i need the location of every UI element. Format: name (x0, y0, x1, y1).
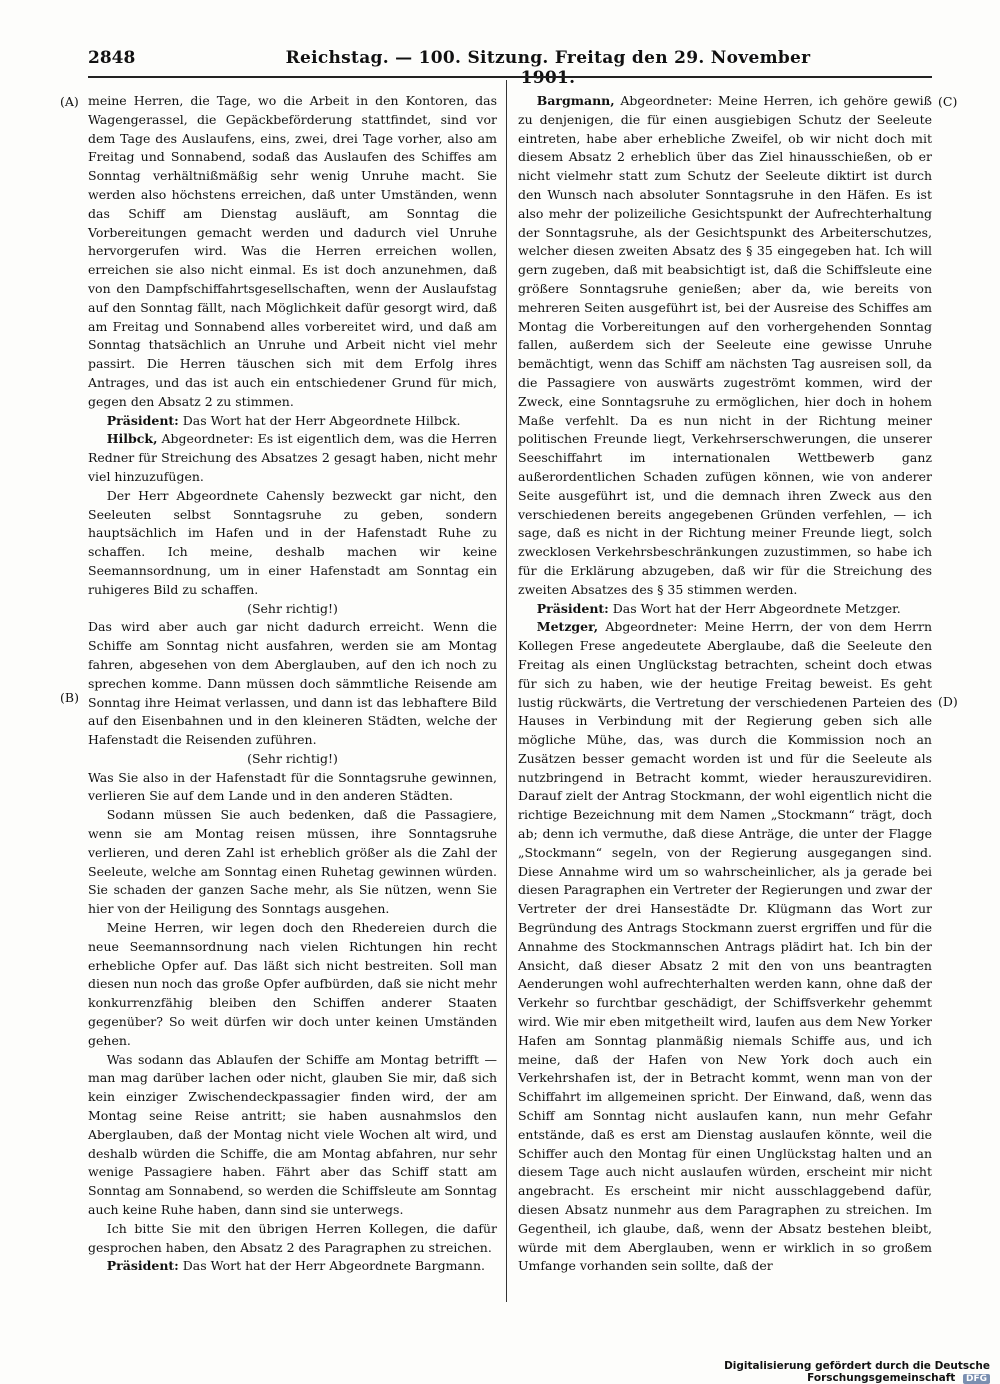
paragraph: Der Herr Abgeordnete Cahensly bezweckt gar nicht, den Seeleuten selbst Sonntagsruhe zu geben, sondern hauptsächlich im Hafen und in der Hafenstadt Ruhe zu schaffen. Ich meine, deshalb machen wir keine Seemannsordnung, um in einer Hafenstadt am Sonntag ein ruhigeres Bild zu schaffen. (88, 487, 497, 597)
speech-paragraph (518, 600, 932, 619)
paragraph: Ich bitte Sie mit den übrigen Herren Kollegen, die dafür gesprochen haben, den Absatz 2 des Paragraphen zu streichen. (88, 1220, 497, 1255)
margin-mark-c: (C) (938, 94, 958, 109)
speech-text: Das Wort hat der Herr Abgeordnete Hilbck. (178, 412, 461, 428)
speech-paragraph (518, 92, 932, 600)
page-header (88, 44, 932, 88)
running-title: Reichstag. — 100. Sitzung. Freitag den 29. November 1901. (285, 48, 811, 88)
page-number: 2848 (88, 48, 136, 68)
speech-paragraph (88, 430, 497, 486)
margin-mark-a: (A) (60, 94, 79, 109)
dfg-logo-icon: DFG (963, 1374, 990, 1384)
paragraph: meine Herren, die Tage, wo die Arbeit in den Kontoren, das Wagengerassel, die Gepäckbeförderung stattfindet, sind vor dem Tage des Auslaufens, eins, zwei, drei Tage vorher, also am Freitag und Sonnabend, sodaß das Auslaufen des Schiffes am Sonntag verhältnißmäßig sehr wenig Unruhe macht. Sie werden also höchstens erreichen, daß unter Umständen, wenn das Schiff am Dienstag ausläuft, am Sonntag die Vorbereitungen gemacht werden und dadurch viel Unruhe hervorgerufen wird. Was die Herren erreichen wollen, erreichen sie also nicht einmal. Es ist doch anzunehmen, daß von den Dampfschiffahrtsgesellschaften, wenn der Auslaufstag auf den Sonntag fällt, nach Möglichkeit dafür gesorgt wird, daß am Freitag und Sonnabend alles vorbereitet wird, und daß am Sonntag thatsächlich an Unruhe und Arbeit nicht viel mehr passirt. Die Herren täuschen sich mit dem Erfolg ihres Antrages, und das ist auch ein entschiedener Grund für mich, gegen den Absatz 2 zu stimmen. (88, 93, 497, 409)
right-column (518, 92, 932, 1276)
speaker-name: Metzger, (536, 619, 599, 635)
speech-text: Das Wort hat der Herr Abgeordnete Metzger. (608, 600, 901, 616)
speech-text: Abgeordneter: Meine Herrn, der von dem Herrn Kollegen Frese angedeutete Aberglaube, daß die Seeleute den Freitag als einen Unglückstag betrachten, scheint doch etwas für sich zu haben, wie der heutige Freitag beweist. Es geht lustig rückwärts, die Vertretung der verschiedenen Parteien des Hauses in Verbindung mit der Regierung geben sich alle mögliche Mühe, das, was durch die Kommission noch an Zusätzen besser gemacht worden ist und für die Seeleute als nutzbringend in Betracht kommt, wieder herauszurevidiren. Darauf zielt der Antrag Stockmann, der wohl eigentlich nicht die richtige Bezeichnung mit dem Namen „Stockmann“ trägt, doch ab; denn ich vermuthe, daß diese Anträge, die unter der Flagge „Stockmann“ segeln, von der Regierung ausgegangen sind. Diese Annahme wird um so wahrscheinlicher, als ja gerade bei diesen Paragraphen ein Vertreter der Regierungen und zwar der Vertreter der drei Hansestädte Dr. Klügmann das Wort zur Begründung des Antrags Stockmann zuerst ergriffen und für die Annahme des Stockmannschen Antrags plädirt hat. Ich bin der Ansicht, daß dieser Absatz 2 mit den von uns beantragten Aenderungen wohl aufrechterhalten werden kann, ohne daß der Verkehr so furchtbar geschädigt, der Schiffsverkehr gehemmt wird. Wie mir eben mitgetheilt wird, laufen aus dem New Yorker Hafen am Sonntag planmäßig niemals Schiffe aus, und ich meine, daß der Hafen von New York doch auch ein Verkehrshafen ist, der in Betracht kommt, wenn man von der Schiffahrt im allgemeinen spricht. Der Einwand, daß, wenn das Schiff am Sonntag nicht auslaufen kann, nun mehr Gefahr entstände, daß es erst am Dienstag auslaufen könnte, weil die Schiffer auch den Montag für einen Unglückstag halten und an diesem Tage auch nicht auslaufen würden, erscheint mir nicht angebracht. Es erscheint mir nicht ausschlaggebend dafür, diesen Absatz nunmehr aus dem Paragraphen zu streichen. Im Gegentheil, ich glaube, daß, wenn der Absatz bestehen bleibt, würde mit dem Aberglauben, wenn er wirklich in so großem Umfange vorhanden sein sollte, daß der (518, 619, 932, 1274)
interjection: (Sehr richtig!) (247, 600, 338, 616)
speaker-name: Präsident: (536, 600, 609, 616)
margin-mark-b: (B) (60, 690, 79, 705)
speech-paragraph (88, 1257, 497, 1276)
speech-text: Abgeordneter: Meine Herren, ich gehöre gewiß zu denjenigen, die für einen ausgiebigen Schutz der Seeleute eintreten, habe aber erhebliche Zweifel, ob wir nicht doch mit diesem Absatz 2 erheblich über das Ziel hinausschießen, ob er nicht vielmehr statt zum Schutz der Seeleute diktirt ist durch den Wunsch nach absoluter Sonntagsruhe in den Häfen. Es ist also mehr der polizeiliche Gesichtspunkt der Aufrechterhaltung der Sonntagsruhe, als der Gesichtspunkt des Arbeiterschutzes, welcher diesen zweiten Absatz des § 35 eingegeben hat. Ich will gern zugeben, daß mit beabsichtigt ist, daß die Schiffsleute eine größere Sonntagsruhe genießen; aber da, wie bereits von mehreren Seiten ausgeführt ist, bei der Ausreise des Schiffes am Montag die Vorbereitungen auf den vorhergehenden Sonntag fallen, außerdem sich der Seeleute eine gewisse Unruhe bemächtigt, wenn das Schiff am nächsten Tag ausreisen soll, da die Passagiere von auswärts zugeströmt kommen, wird der Zweck, eine Sonntagsruhe zu ermöglichen, hier doch in hohem Maße verfehlt. Da es nun nicht in der Richtung meiner politischen Freunde liegt, Verkehrserschwerungen, die unserer Seeschiffahrt im internationalen Wettbewerb ganz außerordentlichen Schaden zufügen können, wie von anderer Seite ausgeführt ist, und die demnach ihren Zweck aus den verschiedenen bereits angegebenen Gründen verfehlen, — ich sage, daß es nicht in der Richtung meiner Freunde liegt, solch zwecklosen Verkehrsbeschränkungen zuzustimmen, so habe ich für die Erklärung abzugeben, daß wir für die Streichung des zweiten Absatzes des § 35 stimmen werden. (518, 93, 932, 597)
speech-paragraph (88, 412, 497, 431)
header-rule (88, 76, 932, 78)
speaker-name: Präsident: (106, 412, 179, 428)
paragraph: Das wird aber auch gar nicht dadurch erreicht. Wenn die Schiffe am Sonntag nicht ausfahren, werden sie am Montag fahren, abgesehen von dem Aberglauben, auf den ich noch zu sprechen komme. Dann müssen doch sämmtliche Reisende am Sonntag ihre Heimat verlassen, und dann ist das lebhaftere Bild auf den Eisenbahnen und in den kleineren Städten, welche der Hafenstadt die Reisenden zuführen. (88, 619, 497, 748)
speech-paragraph (518, 618, 932, 1276)
digitization-credit (610, 1360, 990, 1384)
paragraph: Sodann müssen Sie auch bedenken, daß die Passagiere, wenn sie am Montag reisen müssen, ihre Sonntagsruhe verlieren, und deren Zahl ist erheblich größer als die Zahl der Seeleute, welche am Sonntag einen Ruhetag gewinnen würden. Sie schaden der ganzen Sache mehr, als Sie nützen, wenn Sie hier von der Heiligung des Sonntags ausgehen. (88, 807, 497, 917)
column-divider (506, 80, 507, 1302)
left-column (88, 92, 497, 1276)
speaker-name: Präsident: (106, 1258, 179, 1274)
paragraph: Meine Herren, wir legen doch den Rhedereien durch die neue Seemannsordnung nach vielen Richtungen hin recht erhebliche Opfer auf. Das läßt sich nicht bestreiten. Soll man diesen nun noch das große Opfer aufbürden, daß sie nicht mehr konkurrenzfähig bleiben den Schiffen anderer Staaten gegenüber? So weit dürfen wir doch unter keinen Umständen gehen. (88, 920, 497, 1048)
paragraph: Was sodann das Ablaufen der Schiffe am Montag betrifft — man mag darüber lachen oder nicht, glauben Sie mir, daß sich kein einziger Zwischendeckpassagier finden wird, der am Montag seine Reise antritt; sie haben ausnahmslos den Aberglauben, daß der Montag nicht viele Wochen alt wird, und deshalb würden die Schiffe, die am Montag abfahren, nur sehr wenige Passagiere haben. Fährt aber das Schiff statt am Sonntag am Sonnabend, so werden die Schiffsleute am Sonntag auch keine Ruhe haben, dann sind sie unterwegs. (88, 1051, 497, 1218)
speech-text: Das Wort hat der Herr Abgeordnete Bargmann. (178, 1258, 485, 1274)
credit-text: Digitalisierung gefördert durch die Deutsche Forschungsgemeinschaft (724, 1360, 990, 1384)
margin-mark-d: (D) (938, 694, 958, 709)
speaker-name: Hilbck, (106, 431, 158, 447)
paragraph: Was Sie also in der Hafenstadt für die Sonntagsruhe gewinnen, verlieren Sie auf dem Lande und in den anderen Städten. (88, 769, 497, 804)
speaker-name: Bargmann, (536, 93, 615, 108)
interjection: (Sehr richtig!) (247, 750, 338, 766)
speech-text: Abgeordneter: Es ist eigentlich dem, was die Herren Redner für Streichung des Absatzes 2 gesagt haben, nicht mehr viel hinzuzufügen. (88, 431, 497, 484)
